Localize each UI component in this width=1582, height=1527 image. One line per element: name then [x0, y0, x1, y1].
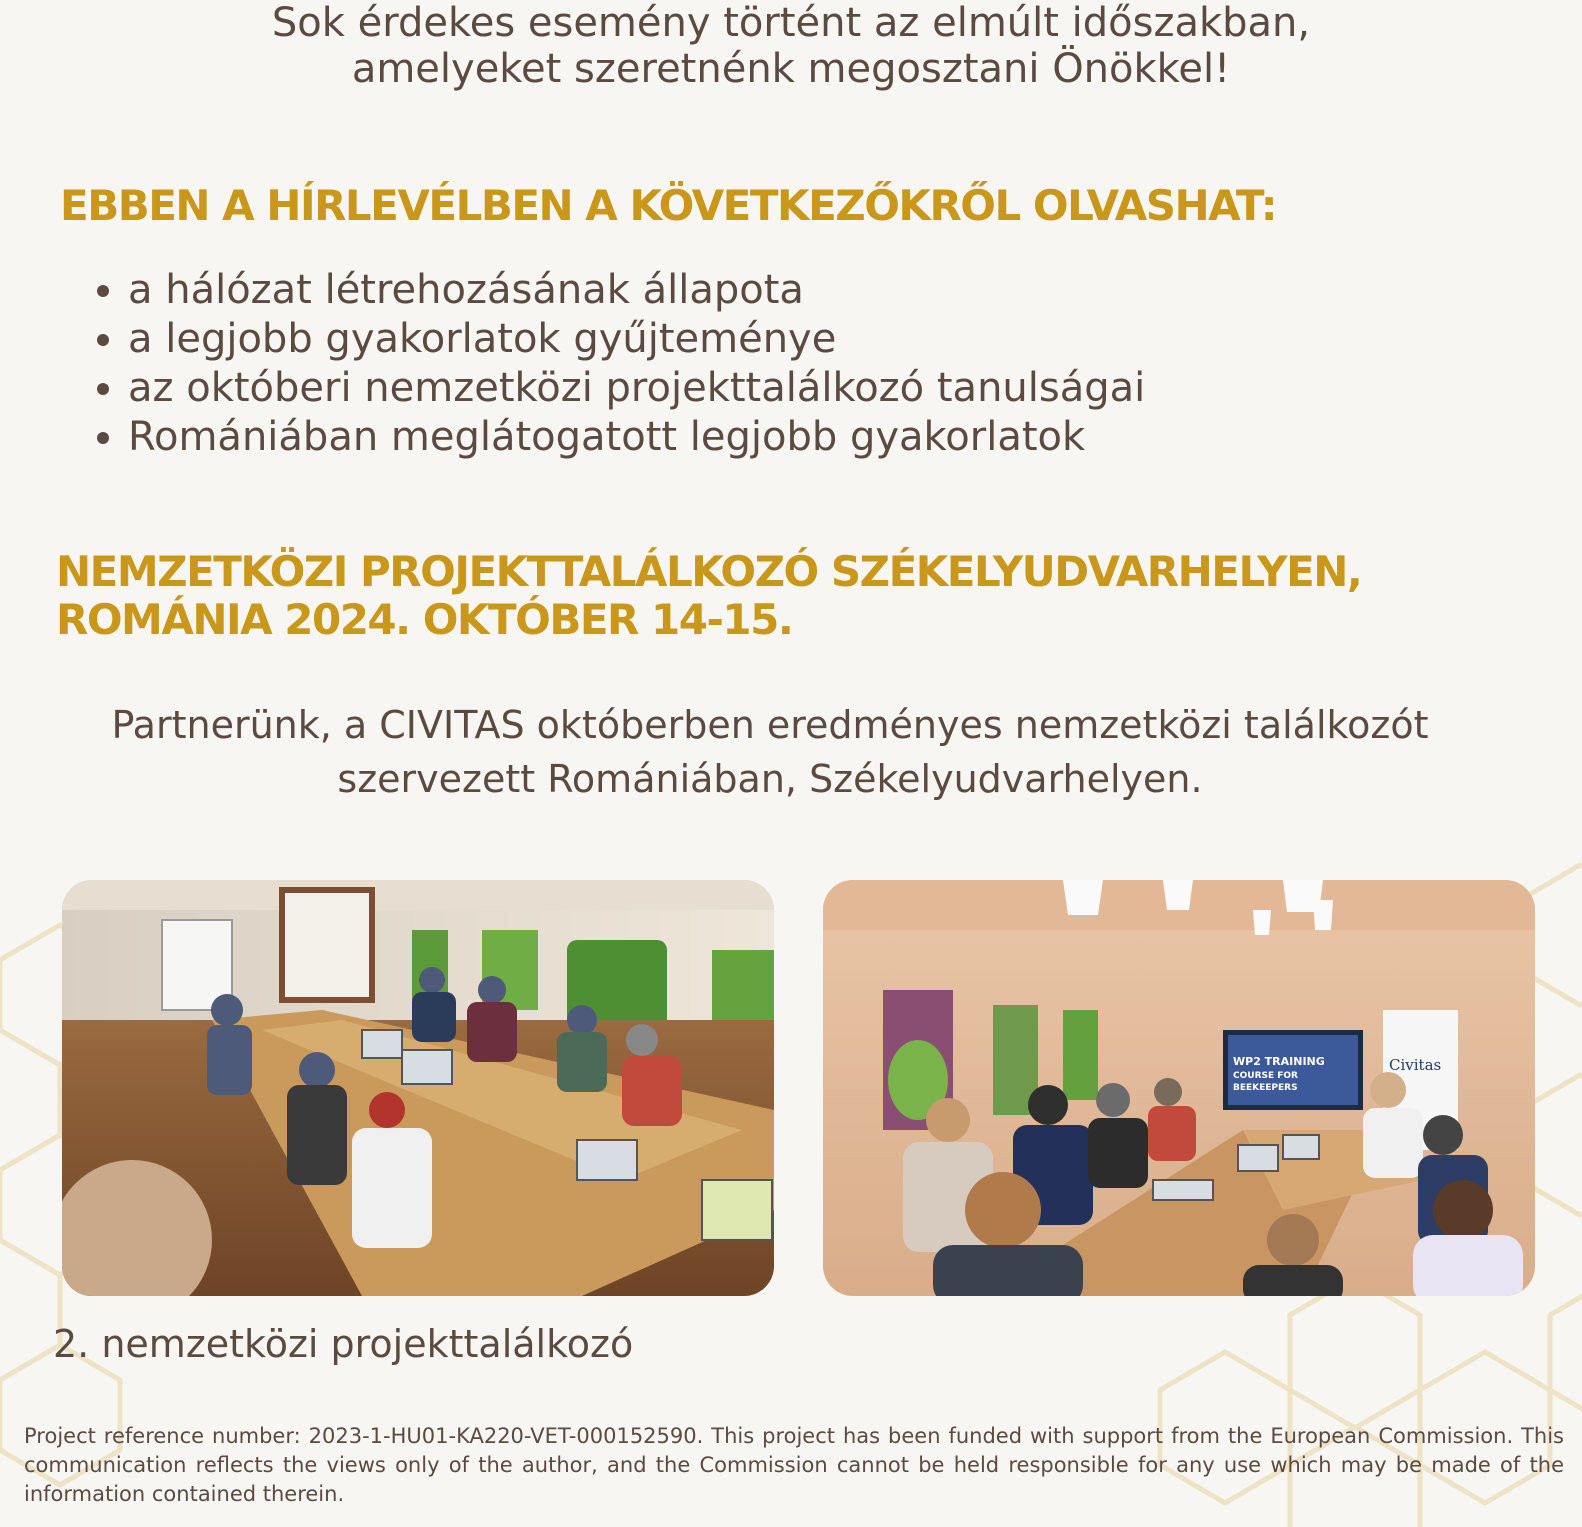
meeting-description	[0, 698, 1540, 806]
meeting-text-line-2: szervezett Romániában, Székelyudvarhelyen.	[337, 757, 1203, 801]
meeting-photo-left	[62, 880, 774, 1296]
intro-line-2: amelyeket szeretnénk megosztani Önökkel!	[351, 46, 1231, 92]
meeting-photo-right-image	[823, 880, 1535, 1296]
photo-caption: 2. nemzetközi projekttalálkozó	[53, 1322, 634, 1366]
list-item: • a hálózat létrehozásának állapota	[128, 266, 1145, 315]
screen-text-1: WP2 TRAINING	[1233, 1055, 1325, 1068]
list-item: • Romániában meglátogatott legjobb gyakorlatok	[128, 413, 1145, 462]
screen-text-3: BEEKEEPERS	[1233, 1083, 1298, 1093]
contents-heading: EBBEN A HÍRLEVÉLBEN A KÖVETKEZŐKRŐL OLVASHAT:	[60, 181, 1277, 230]
meeting-photo-right	[823, 880, 1535, 1296]
intro-text	[0, 0, 1582, 92]
screen-text-2: COURSE FOR	[1233, 1071, 1298, 1081]
intro-line-1: Sok érdekes esemény történt az elmúlt időszakban,	[271, 0, 1311, 46]
civitas-banner-text: Civitas	[1389, 1056, 1442, 1074]
meeting-heading-line-2: ROMÁNIA 2024. OKTÓBER 14-15.	[56, 595, 793, 644]
topics-list	[80, 266, 1145, 462]
list-item: • az októberi nemzetközi projekttalálkozó tanulságai	[128, 364, 1145, 413]
meeting-heading	[56, 548, 1536, 644]
meeting-text-line-1: Partnerünk, a CIVITAS októberben eredményes nemzetközi találkozót	[111, 703, 1429, 747]
meeting-heading-line-1: NEMZETKÖZI PROJEKTTALÁLKOZÓ SZÉKELYUDVARHELYEN,	[56, 547, 1362, 596]
funding-disclaimer: Project reference number: 2023-1-HU01-KA220-VET-000152590. This project has been funded with support from the European Commission. This communication reflects the views only of the author, and the Commission cannot be held responsible for any use which may be made of the information contained therein.	[24, 1424, 1564, 1506]
meeting-photo-left-image	[62, 880, 774, 1296]
list-item: • a legjobb gyakorlatok gyűjteménye	[128, 315, 1145, 364]
